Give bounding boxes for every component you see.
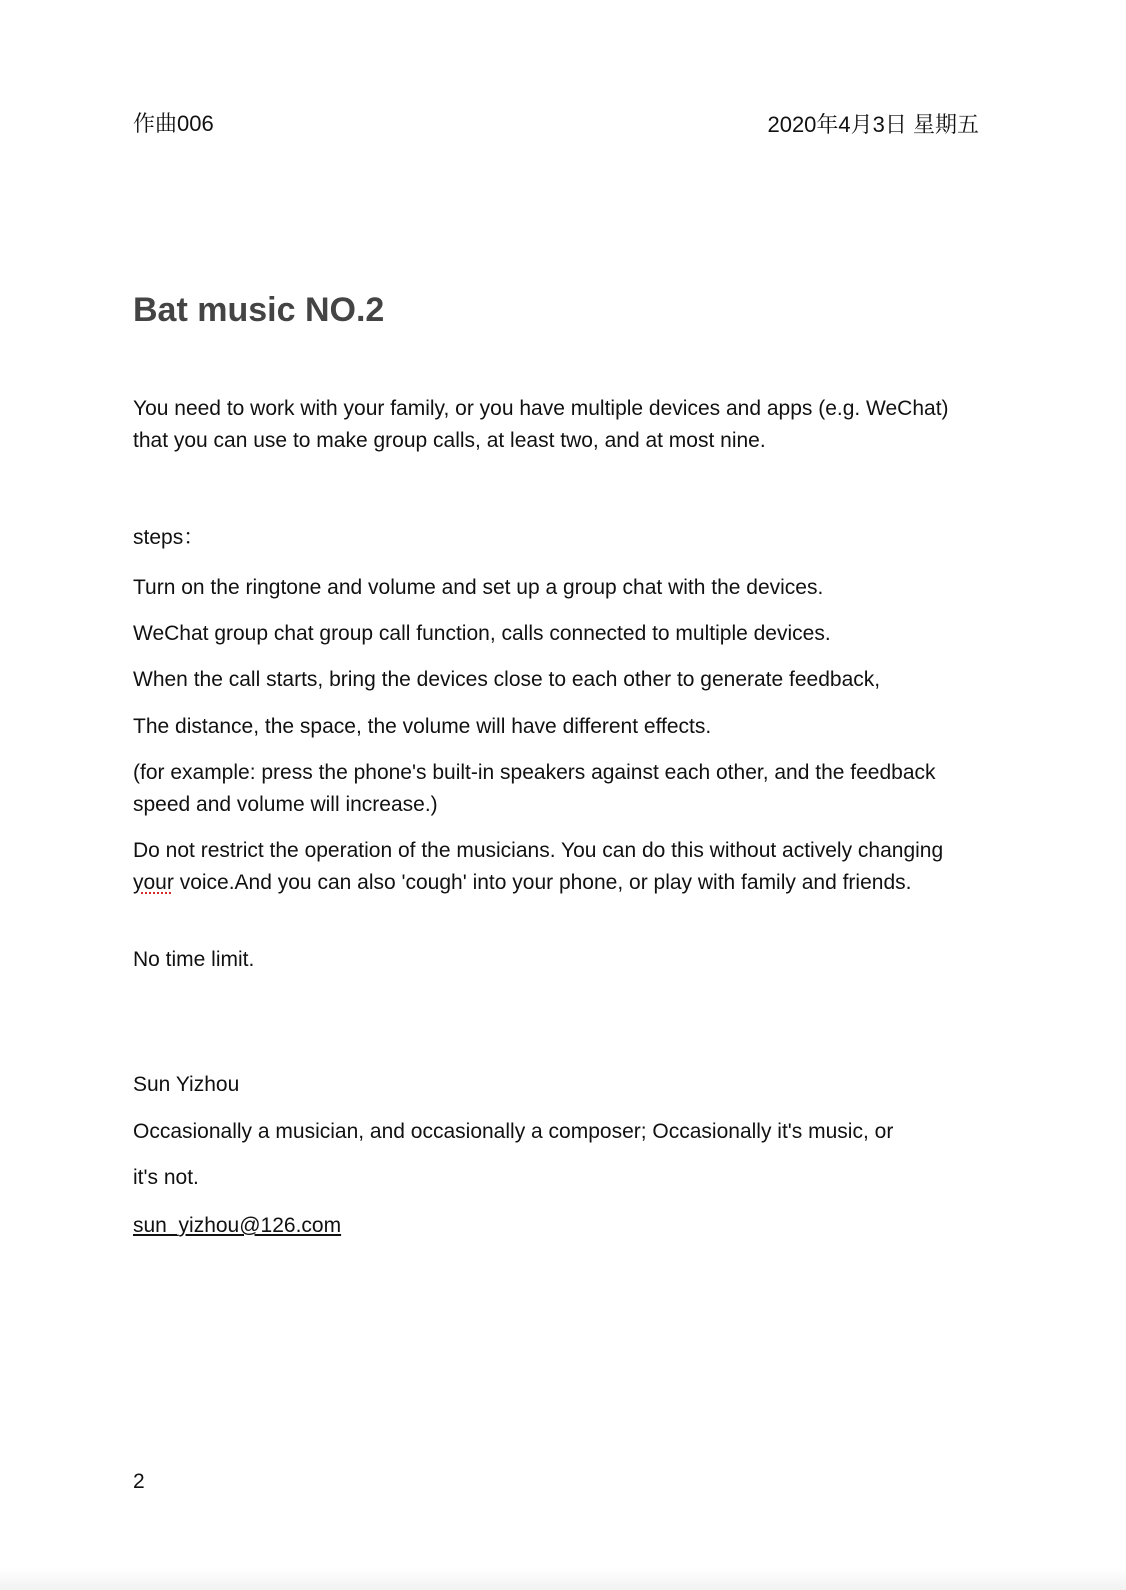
intro-paragraph: You need to work with your family, or you have multiple devices and apps (e.g. WeChat) that you can use to make group calls, at least two, and at most nine. xyxy=(133,397,949,452)
step-paragraph-4: The distance, the space, the volume will have different effects. xyxy=(133,715,712,738)
page-number: 2 xyxy=(133,1470,145,1493)
note-text-after: voice.And you can also 'cough' into your phone, or play with family and friends. xyxy=(173,870,912,894)
spellcheck-flagged-word[interactable]: your xyxy=(133,870,174,894)
note-text-before: Do not restrict the operation of the musicians. You can do this without actively changing xyxy=(133,839,944,862)
header-date: 2020年4月3日 星期五 xyxy=(767,112,979,137)
author-name: Sun Yizhou xyxy=(133,1073,240,1096)
author-email-link[interactable]: sun_yizhou@126.com xyxy=(133,1214,342,1237)
step-paragraph-1: Turn on the ringtone and volume and set up a group chat with the devices. xyxy=(133,576,824,599)
author-bio-line-1: Occasionally a musician, and occasionally a composer; Occasionally it's music, or xyxy=(133,1120,894,1143)
header-composition-label: 作曲006 xyxy=(133,111,214,136)
step-paragraph-2: WeChat group chat group call function, calls connected to multiple devices. xyxy=(133,622,831,645)
time-limit-text: No time limit. xyxy=(133,948,255,971)
page-bottom-edge xyxy=(0,1568,1126,1590)
author-bio-line-2: it's not. xyxy=(133,1166,199,1189)
document-title: Bat music NO.2 xyxy=(133,291,385,329)
steps-label: steps： xyxy=(133,526,205,549)
step-paragraph-3: When the call starts, bring the devices close to each other to generate feedback, xyxy=(133,668,881,691)
instructions-note xyxy=(133,835,973,898)
step-paragraph-5: (for example: press the phone's built-in speakers against each other, and the feedback speed and volume will increase.) xyxy=(133,761,936,816)
